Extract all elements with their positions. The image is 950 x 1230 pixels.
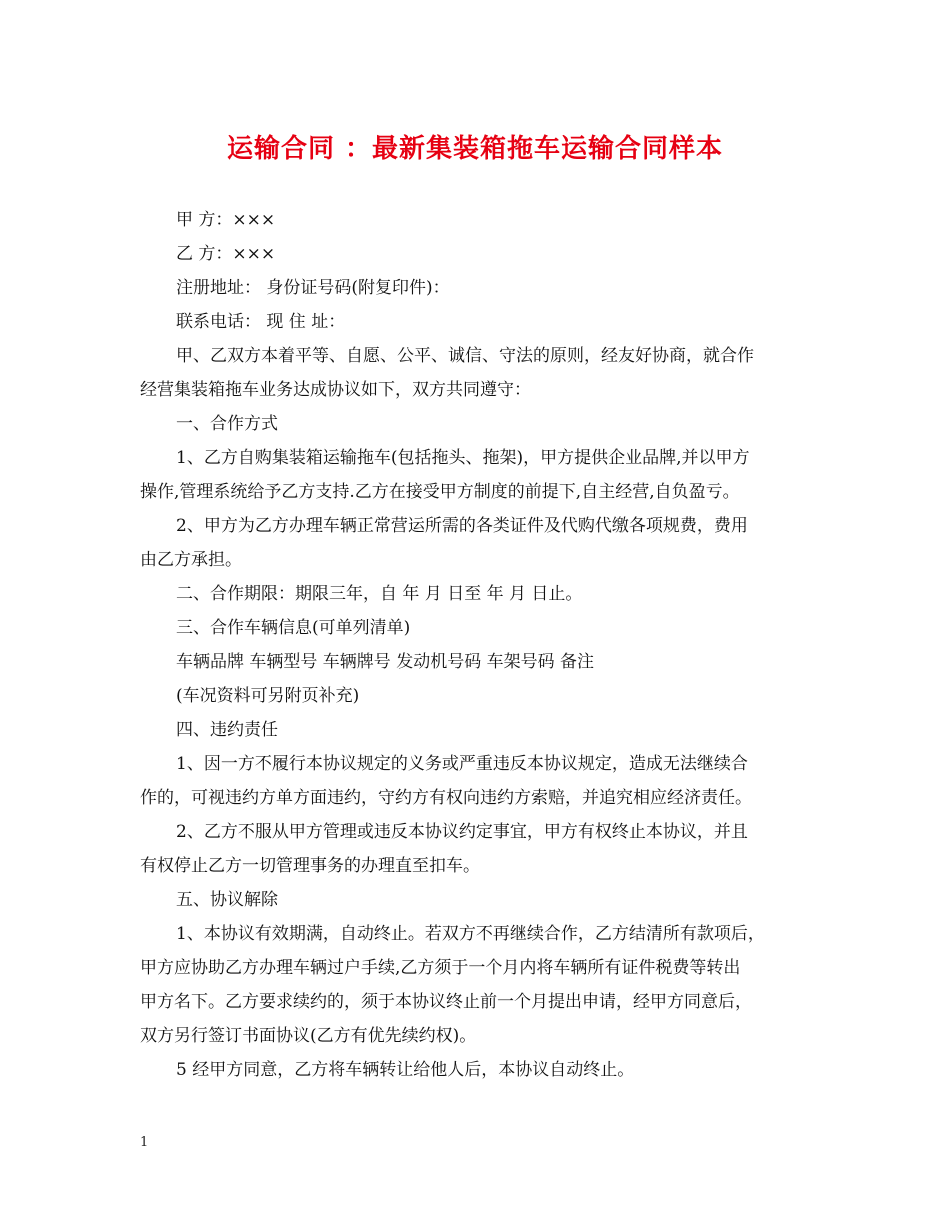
paragraph-line: 双方另行签订书面协议(乙方有优先续约权)。 [140, 1026, 477, 1046]
paragraph-line: 联系电话： 现 住 址： [176, 312, 346, 332]
paragraph-line: 车辆品牌 车辆型号 车辆牌号 发动机号码 车架号码 备注 [176, 652, 595, 672]
paragraph-line: 操作,管理系统给予乙方支持.乙方在接受甲方制度的前提下,自主经营,自负盈亏。 [140, 482, 740, 502]
paragraph-line: 二、合作期限：期限三年，自 年 月 日至 年 月 日止。 [176, 584, 583, 604]
paragraph-line: 作的，可视违约方单方面违约，守约方有权向违约方索赔，并追究相应经济责任。 [140, 788, 752, 808]
page-number: 1 [140, 1135, 149, 1150]
paragraph-line: 5 经甲方同意，乙方将车辆转让给他人后，本协议自动终止。 [176, 1060, 635, 1080]
paragraph-line: 一、合作方式 [176, 414, 278, 434]
document-body [140, 203, 820, 1087]
paragraph-line: 五、协议解除 [176, 890, 278, 910]
paragraph-line: 经营集装箱拖车业务达成协议如下，双方共同遵守： [140, 380, 531, 400]
paragraph-line: 1、乙方自购集装箱运输拖车(包括拖头、拖架)，甲方提供企业品牌,并以甲方 [176, 448, 750, 468]
document-title: 运输合同 ：最新集装箱拖车运输合同样本 [226, 134, 724, 164]
paragraph-line: 甲方名下。乙方要求续约的，须于本协议终止前一个月提出申请，经甲方同意后， [140, 992, 752, 1012]
paragraph-line: 1、本协议有效期满，自动终止。若双方不再继续合作，乙方结清所有款项后， [176, 924, 765, 944]
paragraph-line: 有权停止乙方一切管理事务的办理直至扣车。 [140, 856, 480, 876]
paragraph-line: 甲 方：××× [176, 210, 276, 230]
paragraph-line: 乙 方：××× [176, 244, 276, 264]
paragraph-line: 由乙方承担。 [140, 550, 242, 570]
paragraph-line: 2、乙方不服从甲方管理或违反本协议约定事宜，甲方有权终止本协议，并且 [176, 822, 748, 842]
paragraph-line: 四、违约责任 [176, 720, 278, 740]
paragraph-line: (车况资料可另附页补充) [176, 686, 360, 706]
paragraph-line: 三、合作车辆信息(可单列清单) [176, 618, 411, 638]
paragraph-line: 1、因一方不履行本协议规定的义务或严重违反本协议规定，造成无法继续合 [176, 754, 748, 774]
paragraph-line: 注册地址： 身份证号码(附复印件)： [176, 278, 450, 298]
paragraph-line: 2、甲方为乙方办理车辆正常营运所需的各类证件及代购代缴各项规费，费用 [176, 516, 748, 536]
paragraph-line: 甲方应协助乙方办理车辆过户手续,乙方须于一个月内将车辆所有证件税费等转出 [140, 958, 741, 978]
paragraph-line: 甲、乙双方本着平等、自愿、公平、诚信、守法的原则，经友好协商，就合作 [176, 346, 754, 366]
